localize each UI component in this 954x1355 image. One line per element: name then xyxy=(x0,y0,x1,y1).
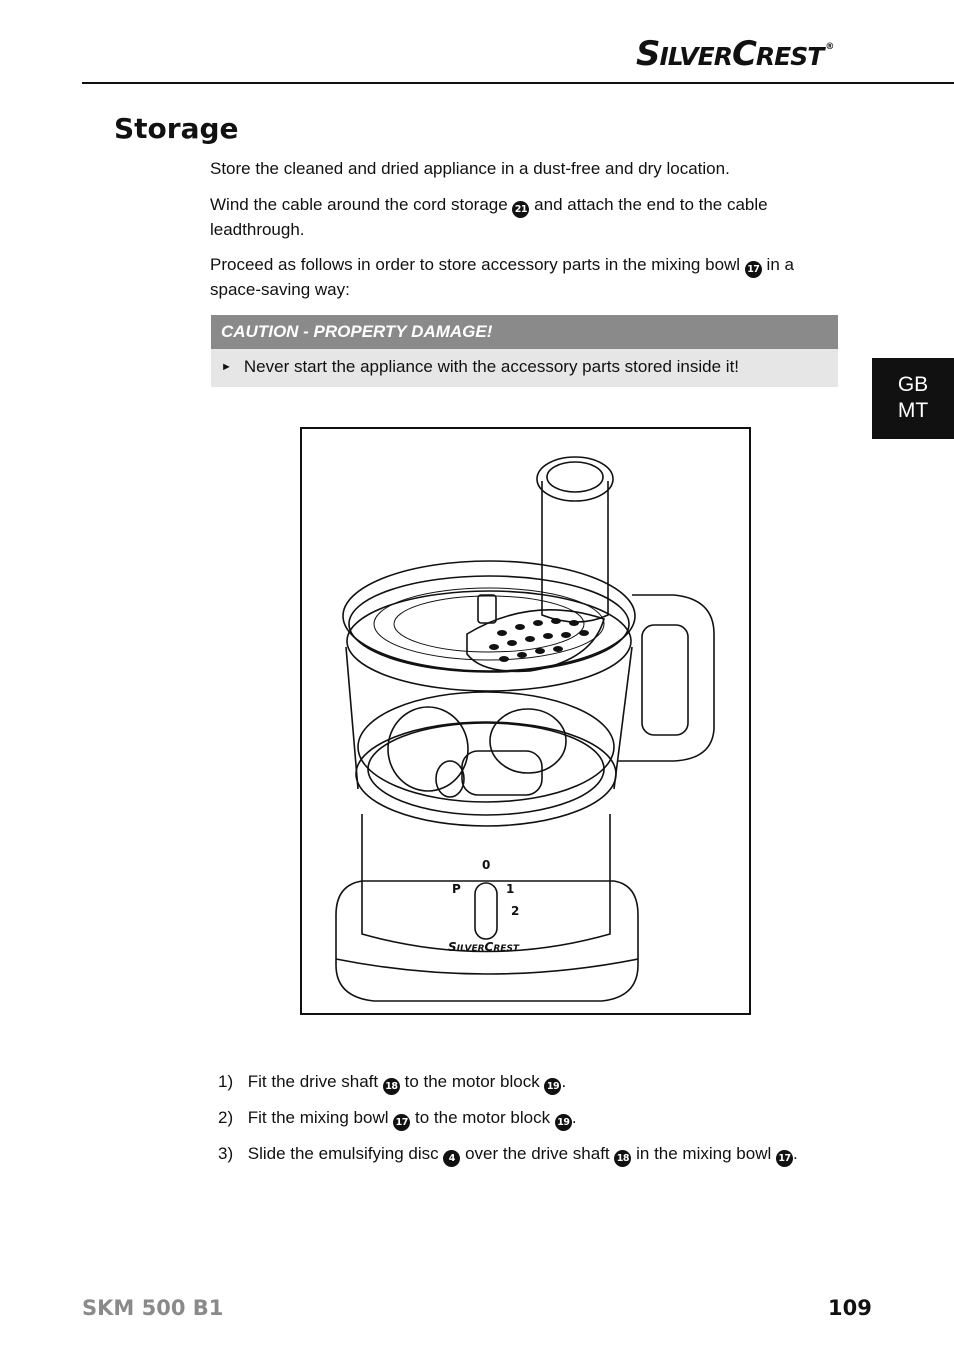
caution-body xyxy=(211,349,838,387)
list-item xyxy=(218,1068,858,1104)
bowl-ridge-2 xyxy=(394,596,584,652)
switch-label-p: P xyxy=(452,882,461,896)
switch-label-2: 2 xyxy=(511,904,520,918)
base-brand-logo: SILVERCREST xyxy=(448,940,520,954)
paragraph-cord-storage xyxy=(210,193,840,242)
step-number: 3) xyxy=(218,1144,234,1163)
feed-tube-top xyxy=(537,457,613,501)
ref-number-badge: 17 xyxy=(776,1150,793,1167)
step-number: 2) xyxy=(218,1108,234,1127)
bowl-left-wall xyxy=(346,647,358,789)
feed-tube-opening xyxy=(547,462,603,492)
ref-number-badge: 19 xyxy=(555,1114,572,1131)
step-text: over the drive shaft xyxy=(465,1144,610,1163)
page-title: Storage xyxy=(114,112,239,145)
step-text: . xyxy=(792,1144,798,1163)
caution-text: Never start the appliance with the accessory parts stored inside it! xyxy=(243,357,740,376)
paragraph-dry-location xyxy=(210,157,840,181)
paragraph-accessory-storage xyxy=(210,253,840,302)
language-tab xyxy=(872,358,954,439)
paragraph-text: Proceed as follows in order to store accessory parts in the mixing bowl xyxy=(210,255,741,274)
food-processor-illustration xyxy=(300,427,751,1015)
ref-number-badge: 17 xyxy=(745,261,762,278)
stored-blade-1 xyxy=(388,707,468,791)
bowl-storage-rim xyxy=(358,692,614,802)
paragraph-text: and attach the end to the cable leadthrough. xyxy=(210,195,768,239)
language-code-mt: MT xyxy=(897,399,929,422)
silvercrest-logo: SILVERCREST ® xyxy=(636,34,834,74)
drive-shaft-end xyxy=(436,761,464,797)
step-text: . xyxy=(561,1072,567,1091)
food-processor-drawing xyxy=(302,429,749,1013)
step-number: 1) xyxy=(218,1072,234,1091)
speed-switch xyxy=(475,883,497,939)
language-code-gb: GB xyxy=(897,373,929,396)
steps-list xyxy=(218,1068,858,1176)
ref-number-badge: 4 xyxy=(443,1150,460,1167)
bowl-right-wall xyxy=(614,647,632,789)
ref-number-badge: 17 xyxy=(393,1114,410,1131)
handle-outer xyxy=(618,595,714,761)
page-number: 109 xyxy=(828,1296,872,1320)
step-text: Fit the drive shaft xyxy=(247,1072,379,1091)
switch-label-1: 1 xyxy=(506,882,515,896)
ref-number-badge: 18 xyxy=(614,1150,631,1167)
ref-number-badge: 19 xyxy=(544,1078,561,1095)
paragraph-text: Store the cleaned and dried appliance in a dust-free and dry location. xyxy=(210,159,730,178)
base-lower-edge xyxy=(336,959,638,974)
disc-hub xyxy=(478,595,496,623)
caution-heading: CAUTION - PROPERTY DAMAGE! xyxy=(211,315,838,349)
ref-number-badge: 21 xyxy=(512,201,529,218)
stored-blade-2 xyxy=(490,709,566,773)
step-text: Fit the mixing bowl xyxy=(247,1108,389,1127)
emulsifying-disc xyxy=(467,610,604,672)
step-text: in the mixing bowl xyxy=(636,1144,772,1163)
paragraph-text: Wind the cable around the cord storage xyxy=(210,195,508,214)
header-rule xyxy=(82,82,954,84)
step-text: to the motor block xyxy=(404,1072,540,1091)
model-number: SKM 500 B1 xyxy=(82,1296,224,1320)
paragraph-text: in a space-saving way: xyxy=(210,255,794,299)
ref-number-badge: 18 xyxy=(383,1078,400,1095)
list-item xyxy=(218,1140,858,1176)
step-text: . xyxy=(571,1108,577,1127)
bullet-arrow-icon: ► xyxy=(221,361,232,373)
step-text: to the motor block xyxy=(414,1108,551,1127)
list-item xyxy=(218,1104,858,1140)
step-text: Slide the emulsifying disc xyxy=(247,1144,439,1163)
handle-grip xyxy=(642,625,688,735)
switch-label-0: 0 xyxy=(482,858,491,872)
